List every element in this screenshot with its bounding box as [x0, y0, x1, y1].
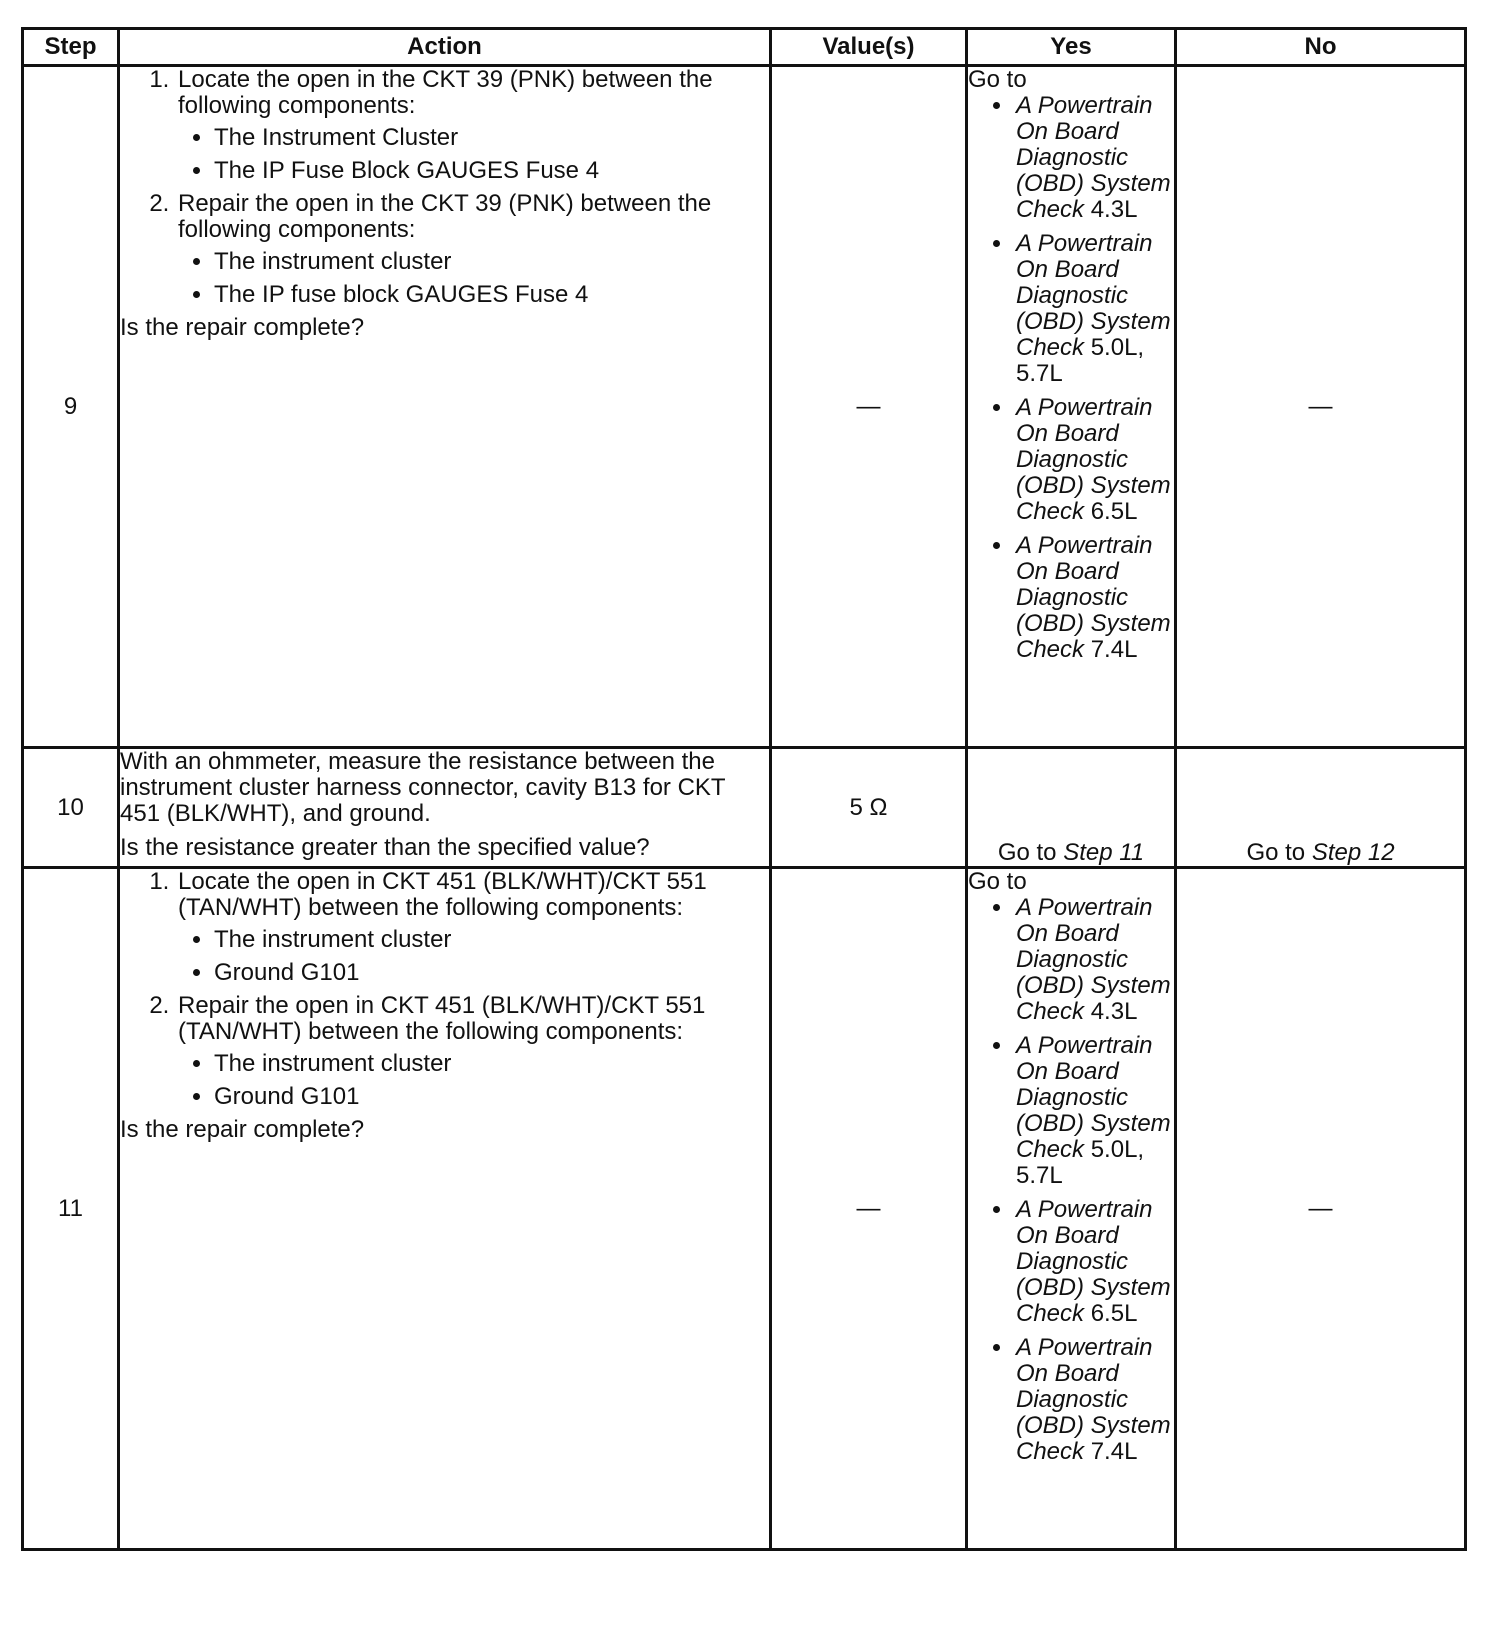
goto-step-link[interactable]: Step 12	[1311, 839, 1395, 866]
value-cell: 5 Ω	[771, 748, 967, 868]
goto-link-obd-check[interactable]	[1014, 1033, 1174, 1189]
goto-link-obd-check[interactable]	[1014, 231, 1174, 387]
goto-link-obd-check[interactable]	[1014, 1335, 1174, 1465]
action-question: Is the repair complete?	[120, 314, 365, 341]
engine-suffix: 5.0L, 5.7L	[1016, 334, 1145, 387]
action-text: With an ohmmeter, measure the resistance between the instrument cluster harness connector, cavity B13 for CKT 451 (BLK/WHT), and ground.	[120, 748, 726, 827]
header-action: Action	[119, 29, 771, 66]
header-values: Value(s)	[771, 29, 967, 66]
yes-cell	[967, 748, 1176, 868]
goto-link-obd-check[interactable]	[1014, 1197, 1174, 1327]
table-row-step-10	[23, 748, 1466, 868]
action-question: Is the resistance greater than the specified value?	[120, 834, 650, 861]
goto-prefix: Go to	[997, 839, 1064, 866]
engine-suffix: 4.3L	[1084, 196, 1138, 223]
component-item: • The IP fuse block GAUGES Fuse 4	[214, 282, 769, 308]
value-cell: —	[771, 66, 967, 748]
yes-intro: Go to	[968, 66, 1027, 93]
component-list	[178, 125, 769, 184]
goto-link-text: A Powertrain On Board Diagnostic (OBD) System Check	[1016, 532, 1171, 663]
action-cell	[119, 868, 771, 1550]
yes-goto-list	[968, 93, 1174, 663]
component-item: • The Instrument Cluster	[214, 125, 769, 151]
action-cell	[119, 66, 771, 748]
component-list	[178, 1051, 769, 1110]
engine-suffix: 5.0L, 5.7L	[1016, 1136, 1145, 1189]
engine-suffix: 6.5L	[1084, 1300, 1138, 1327]
component-item: • Ground G101	[214, 960, 769, 986]
value-cell: —	[771, 868, 967, 1550]
goto-link-text: A Powertrain On Board Diagnostic (OBD) System Check	[1016, 92, 1171, 223]
action-step-text: Repair the open in the CKT 39 (PNK) between the following components:	[178, 190, 712, 243]
step-number: 9	[23, 66, 119, 748]
action-step-text: Locate the open in the CKT 39 (PNK) between the following components:	[178, 66, 713, 119]
goto-link-text: A Powertrain On Board Diagnostic (OBD) System Check	[1016, 230, 1171, 361]
goto-prefix: Go to	[1246, 839, 1312, 866]
action-step	[176, 869, 769, 986]
action-steps	[120, 67, 769, 308]
goto-link-text: A Powertrain On Board Diagnostic (OBD) System Check	[1016, 1196, 1171, 1327]
goto-link-text: A Powertrain On Board Diagnostic (OBD) System Check	[1016, 394, 1171, 525]
component-item: • The instrument cluster	[214, 1051, 769, 1077]
step-number: 11	[23, 868, 119, 1550]
diagnostic-table	[21, 27, 1467, 1551]
action-step	[176, 191, 769, 308]
component-item: • The instrument cluster	[214, 927, 769, 953]
engine-suffix: 6.5L	[1084, 498, 1138, 525]
action-step	[176, 67, 769, 184]
goto-link-obd-check[interactable]	[1014, 533, 1174, 663]
goto-step-link[interactable]: Step 11	[1063, 839, 1145, 866]
header-yes: Yes	[967, 29, 1176, 66]
table-row-step-9	[23, 66, 1466, 748]
yes-cell	[967, 868, 1176, 1550]
action-step-text: Repair the open in CKT 451 (BLK/WHT)/CKT 551 (TAN/WHT) between the following components:	[178, 992, 706, 1045]
component-list	[178, 927, 769, 986]
no-cell: —	[1176, 66, 1466, 748]
goto-link-text: A Powertrain On Board Diagnostic (OBD) System Check	[1016, 1334, 1171, 1465]
component-list	[178, 249, 769, 308]
action-question: Is the repair complete?	[120, 1116, 365, 1143]
table-row-step-11	[23, 868, 1466, 1550]
step-number: 10	[23, 748, 119, 868]
component-item: • Ground G101	[214, 1084, 769, 1110]
goto-link-obd-check[interactable]	[1014, 395, 1174, 525]
yes-goto-list	[968, 895, 1174, 1465]
action-step	[176, 993, 769, 1110]
header-row	[23, 29, 1466, 66]
action-step-text: Locate the open in CKT 451 (BLK/WHT)/CKT 551 (TAN/WHT) between the following components:	[178, 868, 707, 921]
header-step: Step	[23, 29, 119, 66]
goto-link-text: A Powertrain On Board Diagnostic (OBD) System Check	[1016, 1032, 1171, 1163]
yes-intro: Go to	[968, 868, 1027, 895]
no-cell: —	[1176, 868, 1466, 1550]
engine-suffix: 7.4L	[1084, 636, 1138, 663]
goto-link-text: A Powertrain On Board Diagnostic (OBD) System Check	[1016, 894, 1171, 1025]
action-cell	[119, 748, 771, 868]
header-no: No	[1176, 29, 1466, 66]
engine-suffix: 7.4L	[1084, 1438, 1138, 1465]
goto-link-obd-check[interactable]	[1014, 895, 1174, 1025]
action-steps	[120, 869, 769, 1110]
yes-cell	[967, 66, 1176, 748]
goto-link-obd-check[interactable]	[1014, 93, 1174, 223]
component-item: • The IP Fuse Block GAUGES Fuse 4	[214, 158, 769, 184]
engine-suffix: 4.3L	[1084, 998, 1138, 1025]
no-cell	[1176, 748, 1466, 868]
component-item: • The instrument cluster	[214, 249, 769, 275]
